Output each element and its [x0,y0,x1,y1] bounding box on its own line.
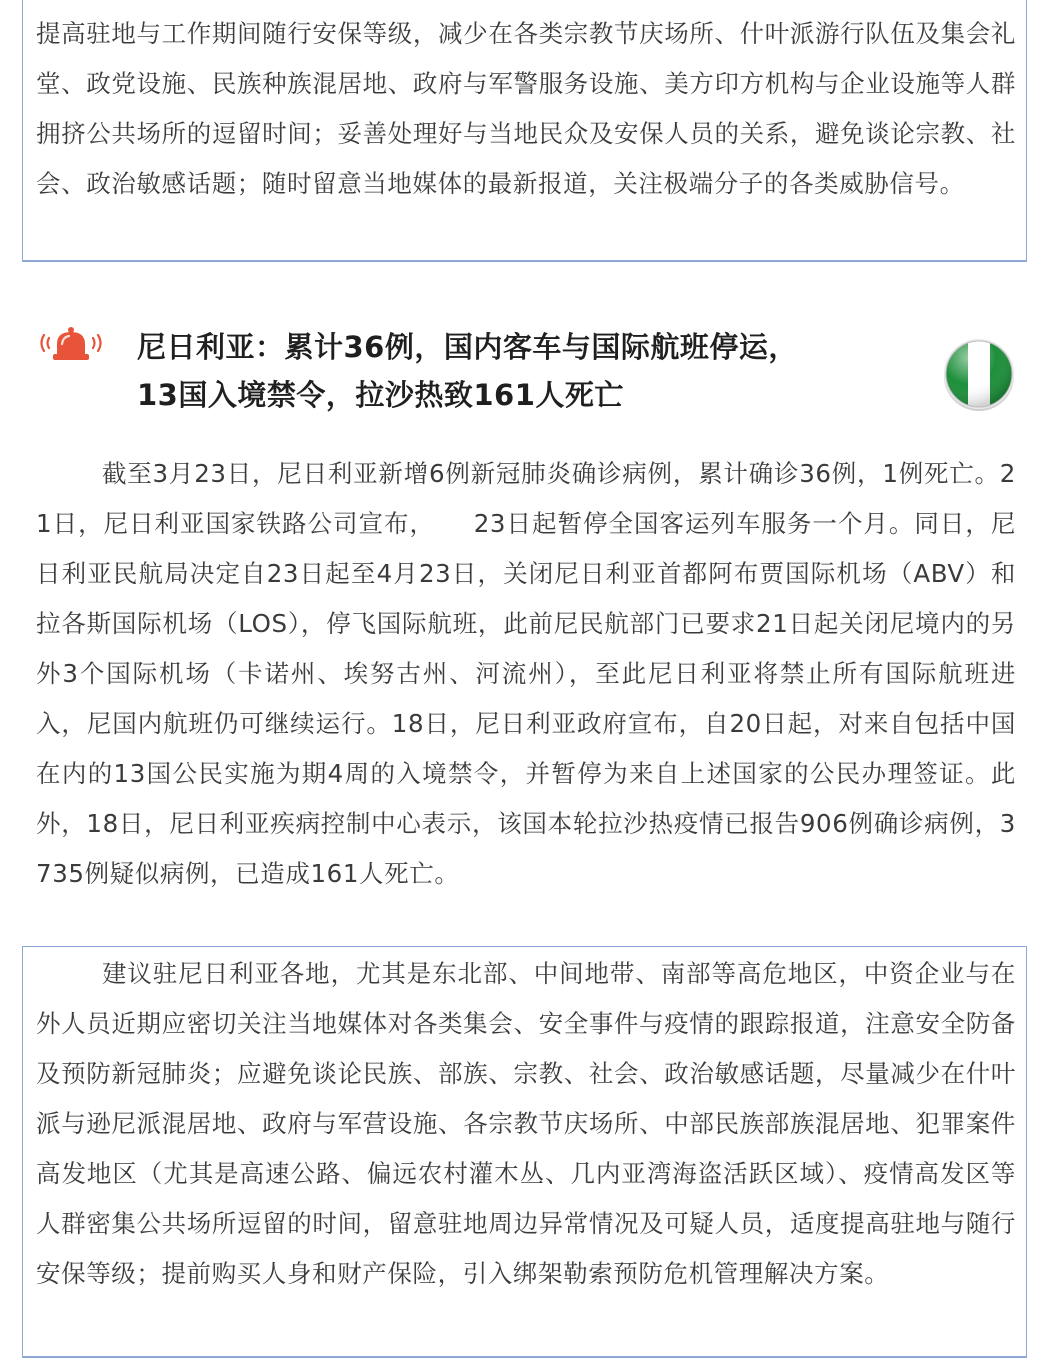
section-body-text: 截至3月23日，尼日利亚新增6例新冠肺炎确诊病例，累计确诊36例，1例死亡。21日，尼日利亚国家铁路公司宣布， 23日起暂停全国客运列车服务一个月。同日，尼日利亚民航局决定自23日起至4月23日，关闭尼日利亚首都阿布贾国际机场（ABV）和拉各斯国际机场（LOS），停飞国际航班，此前尼民航部门已要求21日起关闭尼境内的另外3个国际机场（卡诺州、埃努古州、河流州），至此尼日利亚将禁止所有国际航班进入，尼国内航班仍可继续运行。18日，尼日利亚政府宣布，自20日起，对来自包括中国在内的13国公民实施为期4周的入境禁令，并暂停为来自上述国家的公民办理签证。此外，18日，尼日利亚疾病控制中心表示，该国本轮拉沙热疫情已报告906例确诊病例，3735例疑似病例，已造成161人死亡。 [36,459,1016,888]
section-heading-line2: 13国入境禁令，拉沙热致161人死亡 [137,378,624,412]
top-advice-text: 提高驻地与工作期间随行安保等级，减少在各类宗教节庆场所、什叶派游行队伍及集会礼堂、政党设施、民族种族混居地、政府与军警服务设施、美方印方机构与企业设施等人群拥挤公共场所的逗留时间；妥善处理好与当地民众及安保人员的关系，避免谈论宗教、社会、政治敏感话题；随时留意当地媒体的最新报道，关注极端分子的各类威胁信号。 [36,19,1016,198]
section-heading [137,323,897,419]
advice-text: 建议驻尼日利亚各地，尤其是东北部、中间地带、南部等高危地区，中资企业与在外人员近期应密切关注当地媒体对各类集会、安全事件与疫情的跟踪报道，注意安全防备及预防新冠肺炎；应避免谈论民族、部族、宗教、社会、政治敏感话题，尽量减少在什叶派与逊尼派混居地、政府与军营设施、各宗教节庆场所、中部民族部族混居地、犯罪案件高发地区（尤其是高速公路、偏远农村灌木丛、几内亚湾海盗活跃区域）、疫情高发区等人群密集公共场所逗留的时间，留意驻地周边异常情况及可疑人员，适度提高驻地与随行安保等级；提前购买人身和财产保险，引入绑架勒索预防危机管理解决方案。 [36,959,1016,1288]
nigeria-flag-badge-icon [941,336,1017,412]
alarm-bell-icon [36,322,106,366]
section-heading-line1: 尼日利亚：累计36例，国内客车与国际航班停运， [137,330,798,364]
